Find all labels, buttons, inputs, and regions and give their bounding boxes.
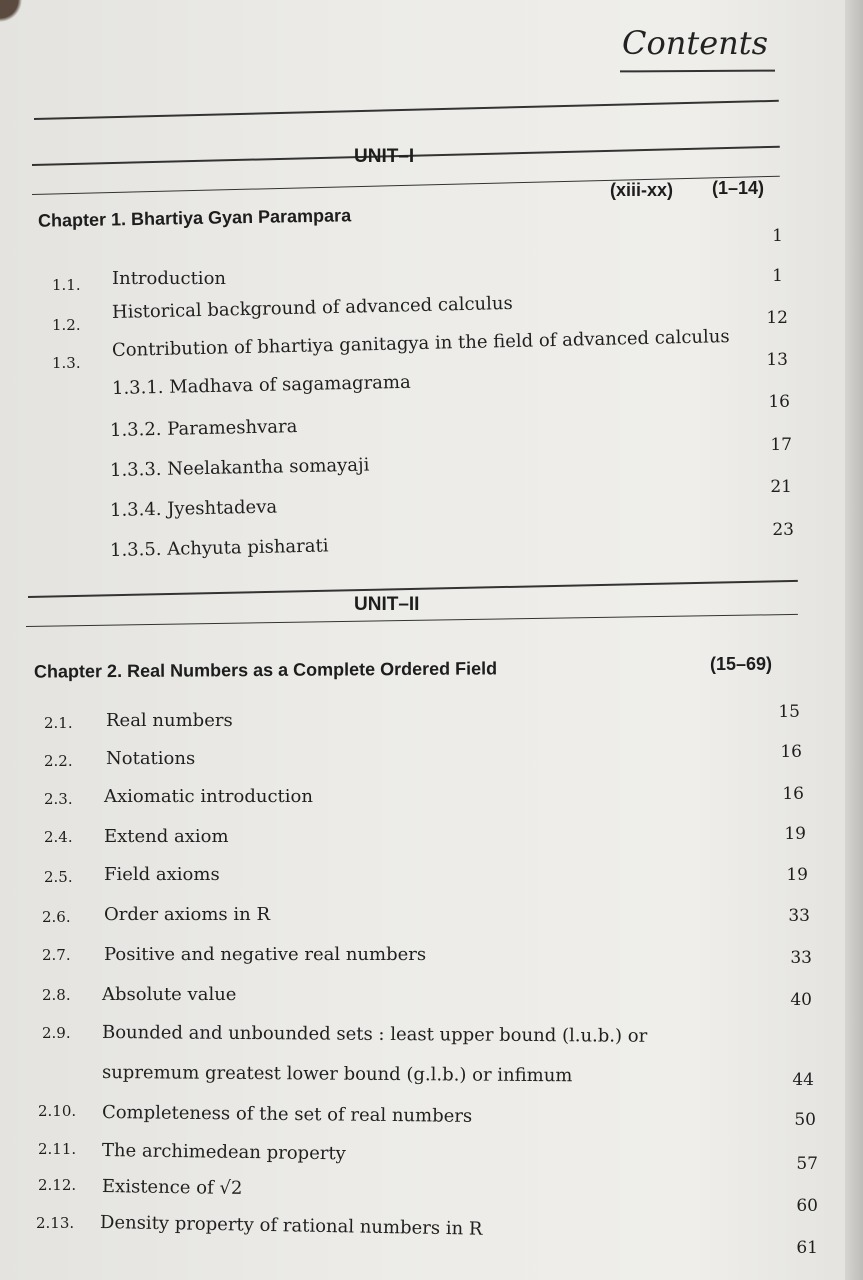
header-rule <box>34 100 779 120</box>
entry-number: 2.13. <box>36 1214 75 1232</box>
entry-number: 2.7. <box>42 946 71 964</box>
entry-number: 2.4. <box>44 828 73 846</box>
entry-title: Extend axiom <box>104 826 229 847</box>
page-number: 33 <box>788 906 810 926</box>
entry-title-continued: supremum greatest lower bound (g.l.b.) or infimum <box>101 1062 573 1087</box>
page-number: 16 <box>780 742 802 762</box>
chapter-1-range: (1–14) <box>712 178 765 198</box>
entry-title: 1.3.3. Neelakantha somayaji <box>109 454 370 481</box>
entry-number: 2.12. <box>38 1176 77 1194</box>
entry-title: 1.3.4. Jyeshtadeva <box>109 496 278 521</box>
page-number: 23 <box>772 520 794 540</box>
page-edge <box>845 0 863 1280</box>
entry-number: 2.1. <box>44 714 73 732</box>
page-number: 19 <box>786 865 808 885</box>
page-number: 1 <box>772 226 783 246</box>
page-number: 16 <box>782 784 804 804</box>
entry-title: Completeness of the set of real numbers <box>101 1102 473 1127</box>
chapter-2-range: (15–69) <box>710 654 773 674</box>
page-number: 33 <box>790 948 812 968</box>
entry-title: Absolute value <box>102 984 237 1005</box>
entry-title: Density property of rational numbers in R <box>99 1212 483 1240</box>
entry-number: 1.3. <box>52 354 81 372</box>
page-number: 12 <box>766 308 788 328</box>
page-number: 50 <box>794 1110 816 1130</box>
entry-number: 2.9. <box>42 1024 71 1042</box>
entry-number: 1.2. <box>52 316 81 334</box>
page-number: 17 <box>770 435 792 455</box>
entry-number: 1.1. <box>52 276 81 294</box>
entry-title: Existence of √2 <box>101 1176 243 1199</box>
page-number: 19 <box>784 824 806 844</box>
entry-number: 2.2. <box>44 752 73 770</box>
unit-2-label: UNIT–II <box>354 594 420 615</box>
page-number: 61 <box>796 1238 818 1258</box>
entry-title: Notations <box>106 748 196 769</box>
entry-title: Bounded and unbounded sets : least upper bound (l.u.b.) or <box>101 1022 648 1047</box>
entry-title: Order axioms in R <box>104 904 270 925</box>
entry-title: Axiomatic introduction <box>104 786 313 807</box>
page-number: 57 <box>796 1154 818 1174</box>
entry-number: 2.6. <box>42 908 71 926</box>
entry-title: Positive and negative real numbers <box>104 944 427 965</box>
page-number: 1 <box>772 266 783 286</box>
entry-number: 2.3. <box>44 790 73 808</box>
page-number: 21 <box>770 477 792 497</box>
page-number: 40 <box>790 990 812 1010</box>
entry-title: 1.3.5. Achyuta pisharati <box>109 535 329 561</box>
page-number: 60 <box>796 1196 818 1216</box>
unit-1-label: UNIT–I <box>354 146 415 167</box>
entry-number: 2.10. <box>38 1102 77 1120</box>
entry-title: 1.3.1. Madhava of sagamagrama <box>111 371 411 399</box>
entry-title: Introduction <box>112 268 226 289</box>
page-corner-shadow <box>0 0 30 30</box>
page-title: Contents <box>622 24 769 62</box>
page-number: 13 <box>766 350 788 370</box>
entry-title: Field axioms <box>104 864 220 885</box>
header-rule <box>620 70 775 73</box>
entry-title: Contribution of bhartiya ganitagya in the field of advanced calculus <box>111 325 730 361</box>
page-number: 15 <box>778 702 800 722</box>
entry-number: 2.11. <box>38 1140 77 1158</box>
chapter-1-range-prelims: (xiii-xx) <box>610 180 674 200</box>
page-number: 44 <box>792 1070 814 1090</box>
entry-number: 2.5. <box>44 868 73 886</box>
entry-title: 1.3.2. Parameshvara <box>109 416 298 441</box>
entry-title: Historical background of advanced calculus <box>111 292 513 323</box>
chapter-2-title: Chapter 2. Real Numbers as a Complete Ordered Field <box>33 658 498 682</box>
entry-title: The archimedean property <box>101 1140 346 1165</box>
page-number: 16 <box>768 392 790 412</box>
entry-number: 2.8. <box>42 986 71 1004</box>
entry-title: Real numbers <box>106 710 233 731</box>
chapter-1-title: Chapter 1. Bhartiya Gyan Parampara <box>37 205 352 231</box>
